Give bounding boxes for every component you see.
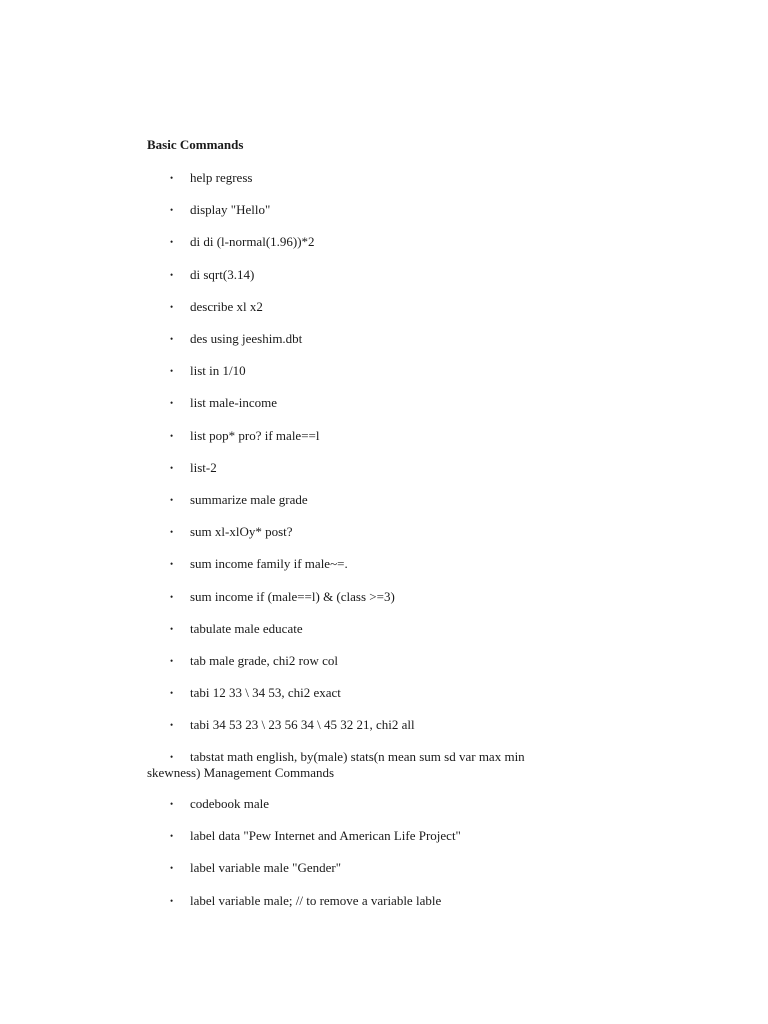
bullet-icon: • — [170, 559, 174, 570]
list-item-text: codebook male — [190, 796, 270, 811]
bullet-icon: • — [170, 799, 174, 809]
list-item-text: sum xl-xlOy* post? — [190, 524, 293, 540]
list-item-text: des using jeeshim.dbt — [190, 331, 303, 346]
bullet-icon: • — [170, 301, 174, 312]
list-item-text: help regress — [190, 170, 253, 185]
list-item-text: sum income if (male==l) & (class >=3) — [190, 588, 395, 604]
bullet-icon: • — [170, 462, 174, 473]
bullet-icon: • — [170, 173, 174, 183]
list-item-text: describe xl x2 — [190, 298, 263, 314]
list-item-text-continuation: skewness) Management Commands — [147, 765, 335, 780]
bullet-icon: • — [170, 495, 174, 505]
section-heading: Basic Commands — [147, 137, 244, 152]
list-item-text: list pop* pro? if male==l — [190, 427, 320, 443]
list-item-text: list male-income — [190, 395, 278, 411]
bullet-icon: • — [170, 895, 174, 906]
bullet-icon: • — [170, 720, 174, 731]
list-item-text: display "Hello" — [190, 202, 271, 218]
bullet-icon: • — [170, 237, 174, 248]
list-item-text: summarize male grade — [190, 492, 308, 507]
bullet-icon: • — [170, 366, 174, 377]
list-item-text: tab male grade, chi2 row col — [190, 653, 338, 668]
bullet-icon: • — [170, 752, 174, 762]
bullet-icon: • — [170, 623, 174, 634]
bullet-icon: • — [170, 269, 174, 280]
list-item-text: tabulate male educate — [190, 620, 303, 636]
list-item-text: di sqrt(3.14) — [190, 266, 255, 282]
bullet-icon: • — [170, 527, 174, 538]
bullet-icon: • — [170, 334, 174, 344]
list-item-text: tabstat math english, by(male) stats(n mean sum sd var max min — [190, 749, 525, 764]
list-item-text: label variable male "Gender" — [190, 860, 342, 876]
bullet-icon: • — [170, 205, 174, 216]
bullet-icon: • — [170, 430, 174, 441]
bullet-icon: • — [170, 591, 174, 602]
bullet-icon: • — [170, 688, 174, 699]
list-item-text: label data "Pew Internet and American Life Project" — [190, 828, 461, 844]
list-item-text: list-2 — [190, 459, 217, 475]
list-item-text: label variable male; // to remove a variable lable — [190, 892, 442, 908]
list-item-text: list in 1/10 — [190, 363, 246, 379]
list-item-text: sum income family if male~=. — [190, 556, 348, 572]
bullet-icon: • — [170, 398, 174, 409]
list-item-text: tabi 12 33 \ 34 53, chi2 exact — [190, 685, 341, 701]
list-item-text: tabi 34 53 23 \ 23 56 34 \ 45 32 21, chi2 all — [190, 717, 415, 733]
list-item-text: di di (l-normal(1.96))*2 — [190, 234, 315, 250]
bullet-icon: • — [170, 656, 174, 666]
bullet-icon: • — [170, 863, 174, 874]
bullet-icon: • — [170, 831, 174, 842]
